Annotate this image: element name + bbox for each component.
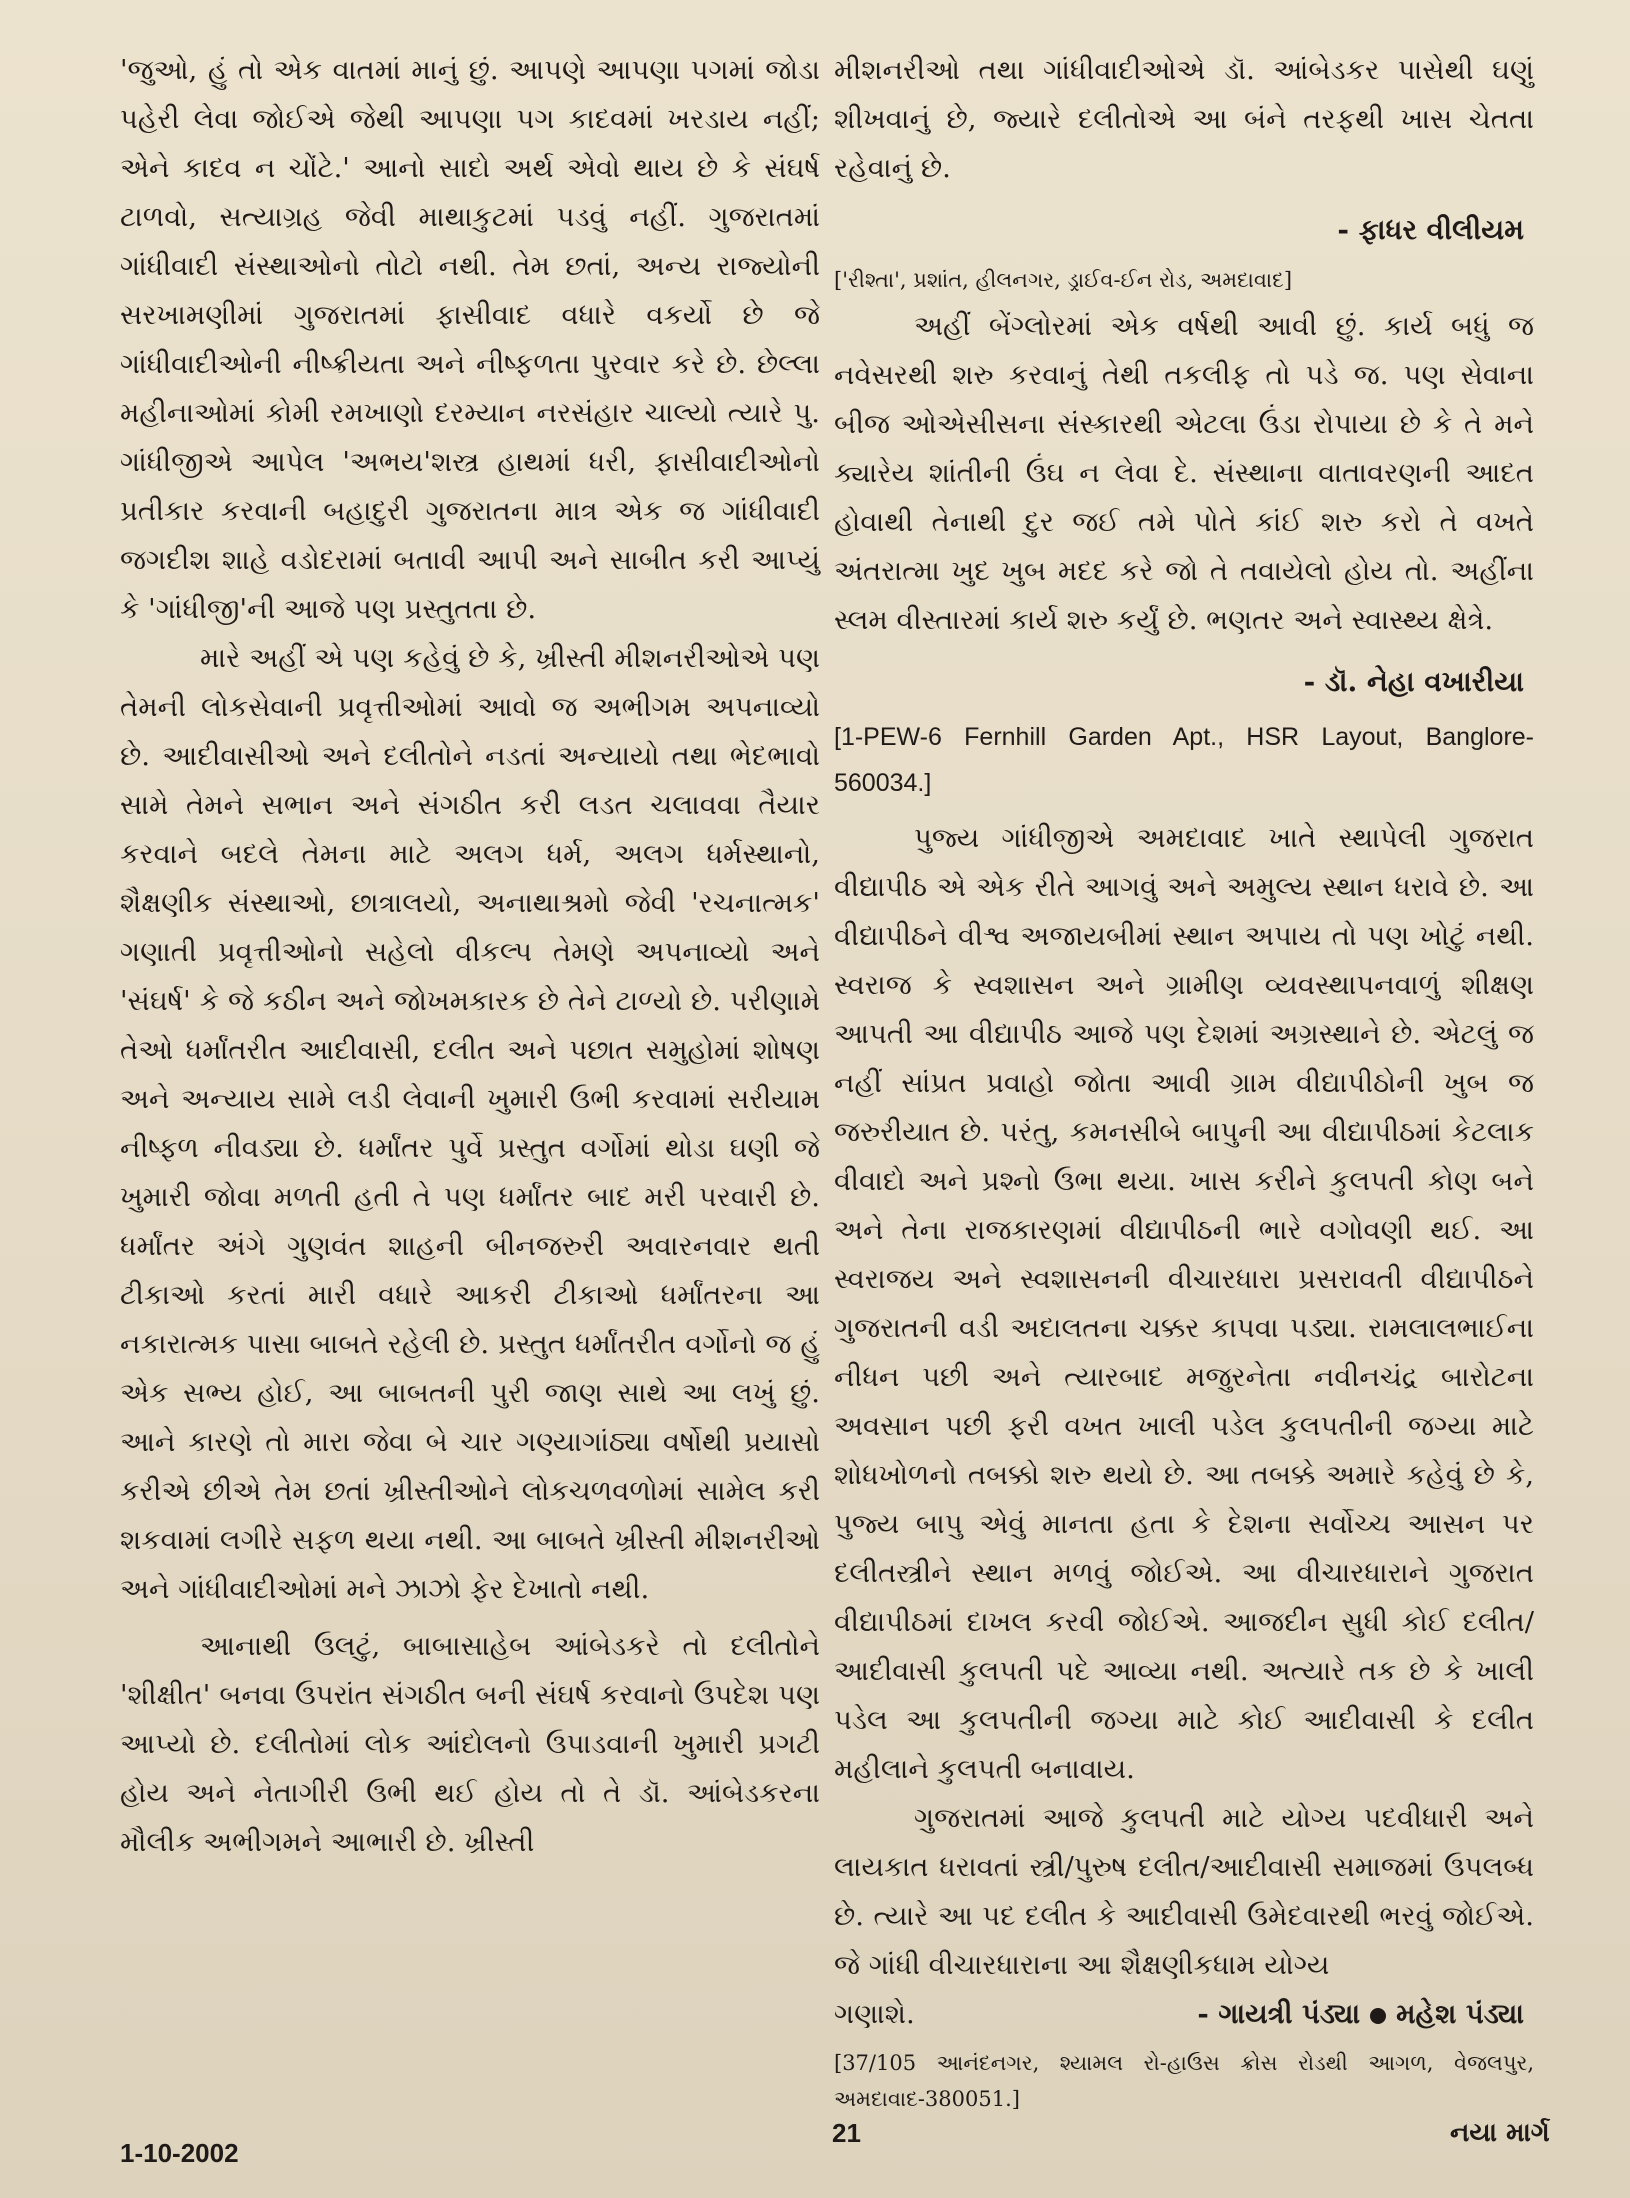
author-address-1: ['રીશ્તા', પ્રશાંત, હીલનગર, ડ્રાઈવ-ઈન રોડ, અમદાવાદ] xyxy=(834,268,1293,292)
bullet-dot-icon xyxy=(1370,2008,1386,2024)
author-address-2: [1-PEW-6 Fernhill Garden Apt., HSR Layout, Banglore- 560034.] xyxy=(834,723,1534,797)
page-footer xyxy=(0,2118,1630,2178)
right-paragraph-3: પુજ્ય ગાંધીજીએ અમદાવાદ ખાતે સ્થાપેલી ગુજરાત વીદ્યાપીઠ એ એક રીતે આગવું અને અમુલ્ય સ્થાન ધરાવે છે. આ વીદ્યાપીઠને વીશ્વ અજાયબીમાં સ્થાન અપાય તો પણ ખોટું નથી. સ્વરાજ કે સ્વશાસન અને ગ્રામીણ વ્યવસ્થાપનવાળું શીક્ષણ આપતી આ વીદ્યાપીઠ આજે પણ દેશમાં અગ્રસ્થાને છે. એટલું જ નહીં સાંપ્રત પ્રવાહો જોતા આવી ગ્રામ વીદ્યાપીઠોની ખુબ જ જરુરીયાત છે. પરંતુ, કમનસીબે બાપુની આ વીદ્યાપીઠમાં કેટલાક વીવાદો અને પ્રશ્નો ઉભા થયા. ખાસ કરીને કુલપતી કોણ બને અને તેના રાજકારણમાં વીદ્યાપીઠની ભારે વગોવણી થઈ. આ સ્વરાજય અને સ્વશાસનની વીચારધારા પ્રસરાવતી વીદ્યાપીઠને ગુજરાતની વડી અદાલતના ચક્કર કાપવા પડ્યા. રામલાલભાઈના નીધન પછી અને ત્યારબાદ મજુરનેતા નવીનચંદ્ર બારોટના અવસાન પછી ફરી વખત ખાલી પડેલ કુલપતીની જગ્યા માટે શોધખોળનો તબક્કો શરુ થયો છે. આ તબક્કે અમારે કહેવું છે કે, પુજ્ય બાપુ એવું માનતા હતા કે દેશના સર્વોચ્ચ આસન પર દલીતસ્ત્રીને સ્થાન મળવું જોઈએ. આ વીચારધારાને ગુજરાત વીદ્યાપીઠમાં દાખલ કરવી જોઈએ. આજદીન સુધી કોઈ દલીત/આદીવાસી કુલપતી પદે આવ્યા નથી. અત્યારે તક છે કે ખાલી પડેલ આ કુલપતીની જગ્યા માટે કોઈ આદીવાસી કે દલીત મહીલાને કુલપતી બનાવાય. xyxy=(834,822,1534,1785)
magazine-name: નયા માર્ગ xyxy=(1450,2118,1550,2148)
right-paragraph-1: મીશનરીઓ તથા ગાંધીવાદીઓએ ડૉ. આંબેડકર પાસેથી ઘણું શીખવાનું છે, જ્યારે દલીતોએ આ બંને તરફથી ખાસ ચેતતા રહેવાનું છે. xyxy=(834,54,1534,184)
right-paragraph-4: ગુજરાતમાં આજે કુલપતી માટે યોગ્ય પદવીધારી અને લાયકાત ધરાવતાં સ્ત્રી/પુરુષ દલીત/આદીવાસી સમાજમાં ઉપલબ્ધ છે. ત્યારે આ પદ દલીત કે આદીવાસી ઉમેદવારથી ભરવું જોઈએ. જે ગાંધી વીચારધારાના આ શૈક્ષણીકધામ યોગ્ય xyxy=(834,1802,1534,1981)
author-signature-2: - ડૉ. નેહા વખારીયા xyxy=(1303,665,1524,698)
author-address-3: [37/105 આનંદનગર, શ્યામલ રો-હાઉસ ક્રોસ રોડથી આગળ, વેજલપુર, અમદાવાદ-380051.] xyxy=(834,2051,1534,2111)
right-paragraph-2: અહીં બેંગ્લોરમાં એક વર્ષથી આવી છું. કાર્ય બધું જ નવેસરથી શરુ કરવાનું તેથી તકલીફ તો પડે જ. પણ સેવાના બીજ ઓએસીસના સંસ્કારથી એટલા ઉંડા રોપાયા છે કે તે મને ક્યારેય શાંતીની ઉંઘ ન લેવા દે. સંસ્થાના વાતાવરણની આદત હોવાથી તેનાથી દુર જઈ તમે પોતે કાંઈ શરુ કરો તે વખતે અંતરાત્મા ખુદ ખુબ મદદ કરે જો તે તવાયેલો હોય તો. અહીંના સ્લમ વીસ્તારમાં કાર્ય શરુ કર્યું છે. ભણતર અને સ્વાસ્થ્ય ક્ષેત્રે. xyxy=(834,310,1534,636)
author-signature-3b: મહેશ પંડ્યા xyxy=(1396,1998,1524,2030)
author-signature-3 xyxy=(1197,1990,1524,2039)
closing-line xyxy=(834,1990,1534,2039)
issue-date: 1-10-2002 xyxy=(120,2138,239,2168)
page-number: 21 xyxy=(832,2118,861,2148)
right-paragraph-4-end: ગણાશે. xyxy=(834,1998,915,2030)
left-paragraph-3: આનાથી ઉલટું, બાબાસાહેબ આંબેડકરે તો દલીતોને 'શીક્ષીત' બનવા ઉપરાંત સંગઠીત બની સંઘર્ષ કરવાનો ઉપદેશ પણ આપ્યો છે. દલીતોમાં લોક આંદોલનો ઉપાડવાની ખુમારી પ્રગટી હોય અને નેતાગીરી ઉભી થઈ હોય તો તે ડૉ. આંબેડકરના મૌલીક અભીગમને આભારી છે. ખ્રીસ્તી xyxy=(120,1630,820,1858)
left-paragraph-1: 'જુઓ, હું તો એક વાતમાં માનું છું. આપણે આપણા પગમાં જોડા પહેરી લેવા જોઈએ જેથી આપણા પગ કાદવમાં ખરડાય નહીં; એને કાદવ ન ચોંટે.' આનો સાદો અર્થ એવો થાય છે કે સંઘર્ષ ટાળવો, સત્યાગ્રહ જેવી માથાકુટમાં પડવું નહીં. ગુજરાતમાં ગાંધીવાદી સંસ્થાઓનો તોટો નથી. તેમ છતાં, અન્ય રાજ્યોની સરખામણીમાં ગુજરાતમાં ફાસીવાદ વધારે વકર્યો છે જે ગાંધીવાદીઓની નીષ્ક્રીયતા અને નીષ્ફળતા પુરવાર કરે છે. છેલ્લા મહીનાઓમાં કોમી રમખાણો દરમ્યાન નરસંહાર ચાલ્યો ત્યારે પુ. ગાંધીજીએ આપેલ 'અભય'શસ્ત્ર હાથમાં ધરી, ફાસીવાદીઓનો પ્રતીકાર કરવાની બહાદુરી ગુજરાતના માત્ર એક જ ગાંધીવાદી જગદીશ શાહે વડોદરામાં બતાવી આપી અને સાબીત કરી આપ્યું કે 'ગાંધીજી'ની આજે પણ પ્રસ્તુતતા છે. xyxy=(120,54,820,625)
author-signature-1: - ફાધર વીલીયમ xyxy=(1337,213,1524,246)
left-paragraph-2: મારે અહીં એ પણ કહેવું છે કે, ખ્રીસ્તી મીશનરીઓએ પણ તેમની લોકસેવાની પ્રવૃત્તીઓમાં આવો જ અભીગમ અપનાવ્યો છે. આદીવાસીઓ અને દલીતોને નડતાં અન્યાયો તથા ભેદભાવો સામે તેમને સભાન અને સંગઠીત કરી લડત ચલાવવા તૈયાર કરવાને બદલે તેમના માટે અલગ ધર્મ, અલગ ધર્મસ્થાનો, શૈક્ષણીક સંસ્થાઓ, છાત્રાલયો, અનાથાશ્રમો જેવી 'રચનાત્મક' ગણાતી પ્રવૃત્તીઓનો સહેલો વીકલ્પ તેમણે અપનાવ્યો અને 'સંઘર્ષ' કે જે કઠીન અને જોખમકારક છે તેને ટાળ્યો છે. પરીણામે તેઓ ધર્માંતરીત આદીવાસી, દલીત અને પછાત સમુહોમાં શોષણ અને અન્યાય સામે લડી લેવાની ખુમારી ઉભી કરવામાં સરીયામ નીષ્ફળ નીવડ્યા છે. ધર્માંતર પુર્વે પ્રસ્તુત વર્ગોમાં થોડા ઘણી જે ખુમારી જોવા મળતી હતી તે પણ ધર્માંતર બાદ મરી પરવારી છે. ધર્માંતર અંગે ગુણવંત શાહની બીનજરુરી અવારનવાર થતી ટીકાઓ કરતાં મારી વધારે આકરી ટીકાઓ ધર્માંતરના આ નકારાત્મક પાસા બાબતે રહેલી છે. પ્રસ્તુત ધર્માંતરીત વર્ગોનો જ હું એક સભ્ય હોઈ, આ બાબતની પુરી જાણ સાથે આ લખું છું. આને કારણે તો મારા જેવા બે ચાર ગણ્યાગાંઠ્યા વર્ષોથી પ્રયાસો કરીએ છીએ તેમ છતાં ખ્રીસ્તીઓને લોકચળવળોમાં સામેલ કરી શકવામાં લગીરે સફળ થયા નથી. આ બાબતે ખ્રીસ્તી મીશનરીઓ અને ગાંધીવાદીઓમાં મને ઝાઝો ફેર દેખાતો નથી. xyxy=(120,642,820,1605)
left-column xyxy=(120,46,820,1867)
author-signature-3a: - ગાયત્રી પંડ્યા xyxy=(1197,1998,1361,2030)
right-column xyxy=(834,46,1534,2121)
